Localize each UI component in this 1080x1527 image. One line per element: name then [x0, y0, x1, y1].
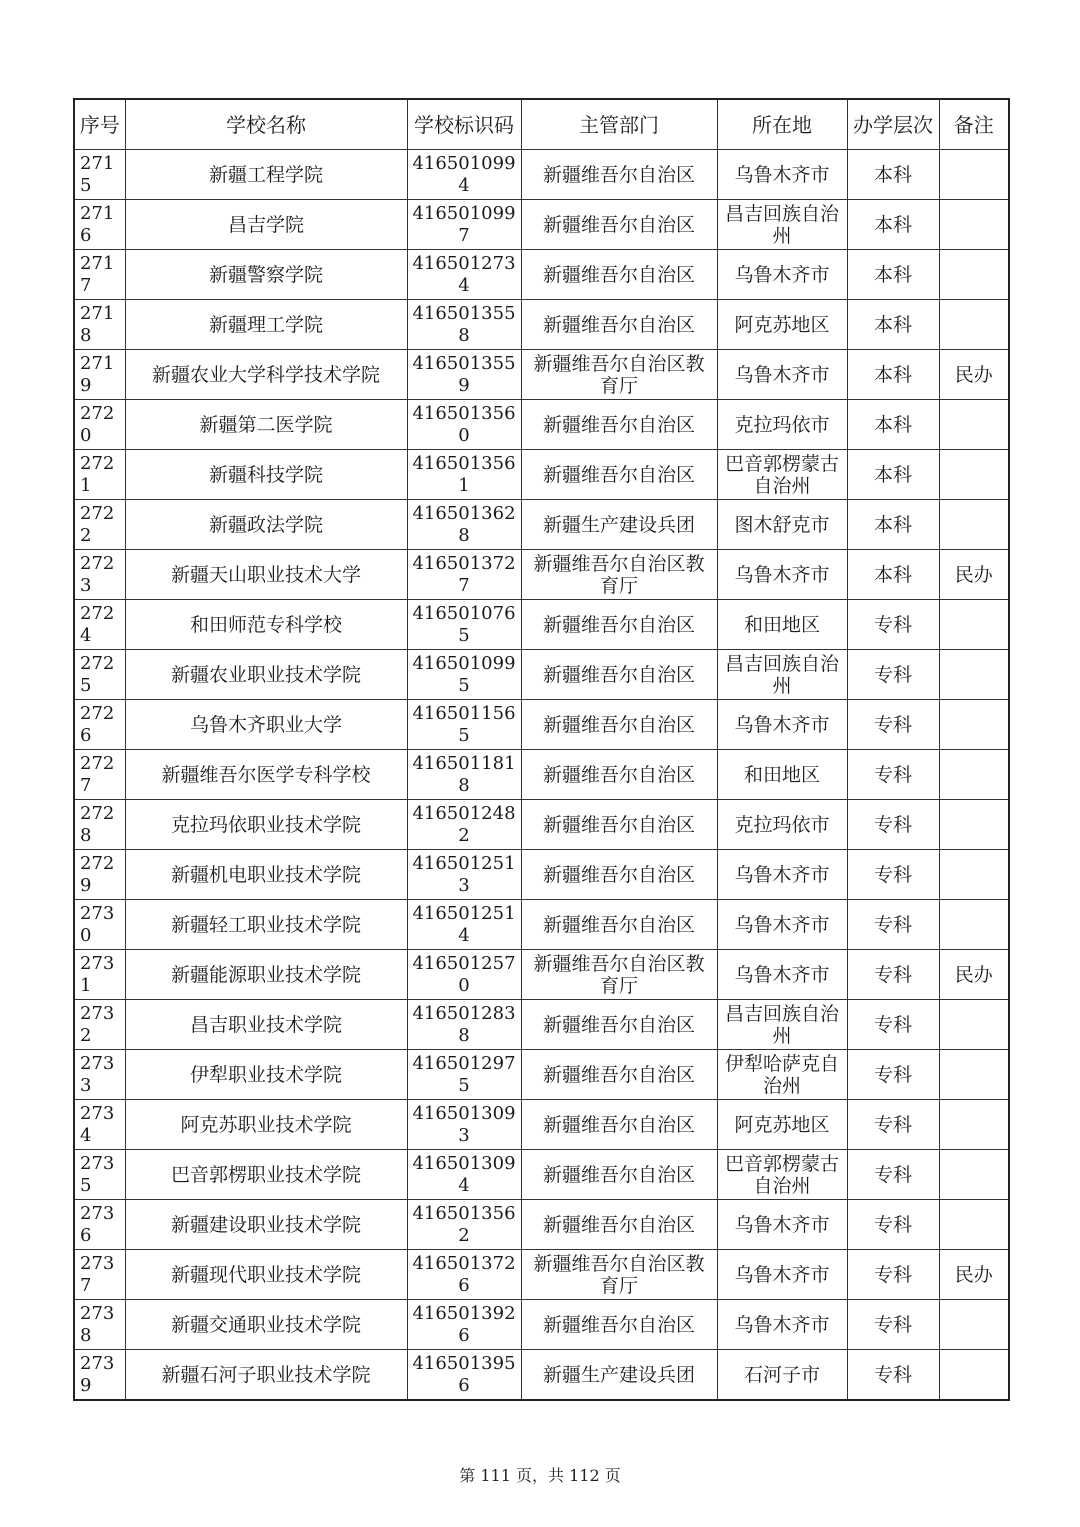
cell-index: 2730: [74, 900, 125, 950]
cell-remarks: [939, 850, 1009, 900]
cell-department: 新疆维吾尔自治区: [521, 1050, 717, 1100]
cell-level: 专科: [847, 1200, 939, 1250]
cell-level: 专科: [847, 1300, 939, 1350]
cell-department: 新疆维吾尔自治区: [521, 850, 717, 900]
cell-location: 乌鲁木齐市: [717, 250, 847, 300]
cell-level: 专科: [847, 650, 939, 700]
cell-school-name: 新疆建设职业技术学院: [125, 1200, 407, 1250]
header-location: 所在地: [717, 99, 847, 150]
header-remarks: 备注: [939, 99, 1009, 150]
cell-remarks: [939, 1200, 1009, 1250]
cell-school-code: 4165013559: [407, 350, 521, 400]
cell-index: 2731: [74, 950, 125, 1000]
schools-table: [73, 98, 1010, 1401]
table-row: [74, 650, 1009, 700]
cell-department: 新疆维吾尔自治区: [521, 1150, 717, 1200]
table-row: [74, 1150, 1009, 1200]
cell-level: 专科: [847, 600, 939, 650]
cell-school-code: 4165012838: [407, 1000, 521, 1050]
cell-index: 2733: [74, 1050, 125, 1100]
cell-remarks: [939, 200, 1009, 250]
cell-department: 新疆维吾尔自治区: [521, 600, 717, 650]
cell-remarks: 民办: [939, 950, 1009, 1000]
cell-school-name: 昌吉学院: [125, 200, 407, 250]
cell-school-code: 4165012482: [407, 800, 521, 850]
cell-department: 新疆维吾尔自治区: [521, 1200, 717, 1250]
cell-location: 昌吉回族自治州: [717, 1000, 847, 1050]
cell-level: 专科: [847, 1150, 939, 1200]
header-department: 主管部门: [521, 99, 717, 150]
cell-remarks: [939, 1150, 1009, 1200]
table-row: [74, 300, 1009, 350]
cell-index: 2739: [74, 1350, 125, 1401]
page-number: 第 111 页，共 112 页: [459, 1466, 621, 1485]
cell-school-code: 4165010994: [407, 150, 521, 200]
cell-location: 阿克苏地区: [717, 300, 847, 350]
cell-school-name: 克拉玛依职业技术学院: [125, 800, 407, 850]
cell-level: 本科: [847, 200, 939, 250]
header-school-name: 学校名称: [125, 99, 407, 150]
cell-index: 2718: [74, 300, 125, 350]
cell-remarks: [939, 1000, 1009, 1050]
cell-index: 2723: [74, 550, 125, 600]
cell-location: 乌鲁木齐市: [717, 1300, 847, 1350]
cell-school-name: 新疆理工学院: [125, 300, 407, 350]
cell-remarks: [939, 800, 1009, 850]
table-row: [74, 150, 1009, 200]
cell-school-name: 阿克苏职业技术学院: [125, 1100, 407, 1150]
cell-department: 新疆维吾尔自治区: [521, 1000, 717, 1050]
cell-location: 乌鲁木齐市: [717, 700, 847, 750]
cell-remarks: [939, 900, 1009, 950]
cell-school-name: 新疆政法学院: [125, 500, 407, 550]
cell-level: 本科: [847, 250, 939, 300]
cell-level: 专科: [847, 750, 939, 800]
cell-school-code: 4165011565: [407, 700, 521, 750]
cell-department: 新疆维吾尔自治区: [521, 250, 717, 300]
cell-remarks: [939, 1300, 1009, 1350]
cell-school-code: 4165013558: [407, 300, 521, 350]
cell-level: 专科: [847, 700, 939, 750]
cell-remarks: 民办: [939, 550, 1009, 600]
table-body: [74, 150, 1009, 1401]
cell-school-name: 新疆维吾尔医学专科学校: [125, 750, 407, 800]
cell-location: 伊犁哈萨克自治州: [717, 1050, 847, 1100]
cell-school-code: 4165013628: [407, 500, 521, 550]
cell-index: 2724: [74, 600, 125, 650]
cell-remarks: 民办: [939, 350, 1009, 400]
cell-index: 2735: [74, 1150, 125, 1200]
cell-index: 2734: [74, 1100, 125, 1150]
cell-location: 乌鲁木齐市: [717, 350, 847, 400]
cell-school-name: 新疆第二医学院: [125, 400, 407, 450]
cell-department: 新疆维吾尔自治区: [521, 1100, 717, 1150]
table-row: [74, 500, 1009, 550]
cell-location: 克拉玛依市: [717, 400, 847, 450]
cell-department: 新疆维吾尔自治区: [521, 400, 717, 450]
cell-location: 克拉玛依市: [717, 800, 847, 850]
cell-school-name: 新疆天山职业技术大学: [125, 550, 407, 600]
cell-index: 2719: [74, 350, 125, 400]
cell-remarks: [939, 1050, 1009, 1100]
table-row: [74, 700, 1009, 750]
cell-school-name: 新疆机电职业技术学院: [125, 850, 407, 900]
cell-index: 2736: [74, 1200, 125, 1250]
cell-school-name: 新疆石河子职业技术学院: [125, 1350, 407, 1401]
table-row: [74, 1300, 1009, 1350]
cell-location: 乌鲁木齐市: [717, 1200, 847, 1250]
table-row: [74, 400, 1009, 450]
cell-school-name: 新疆轻工职业技术学院: [125, 900, 407, 950]
cell-school-code: 4165013093: [407, 1100, 521, 1150]
cell-location: 巴音郭楞蒙古自治州: [717, 450, 847, 500]
table-row: [74, 250, 1009, 300]
cell-department: 新疆生产建设兵团: [521, 1350, 717, 1401]
table-row: [74, 950, 1009, 1000]
cell-level: 专科: [847, 900, 939, 950]
cell-school-code: 4165013956: [407, 1350, 521, 1401]
cell-level: 本科: [847, 400, 939, 450]
cell-school-name: 新疆现代职业技术学院: [125, 1250, 407, 1300]
cell-level: 专科: [847, 850, 939, 900]
cell-index: 2717: [74, 250, 125, 300]
cell-school-code: 4165013094: [407, 1150, 521, 1200]
cell-level: 专科: [847, 1050, 939, 1100]
cell-school-code: 4165012975: [407, 1050, 521, 1100]
cell-remarks: [939, 450, 1009, 500]
cell-location: 乌鲁木齐市: [717, 550, 847, 600]
cell-department: 新疆维吾尔自治区: [521, 300, 717, 350]
cell-school-code: 4165012514: [407, 900, 521, 950]
cell-department: 新疆生产建设兵团: [521, 500, 717, 550]
cell-remarks: [939, 600, 1009, 650]
cell-level: 专科: [847, 950, 939, 1000]
table-row: [74, 350, 1009, 400]
cell-location: 乌鲁木齐市: [717, 1250, 847, 1300]
cell-index: 2737: [74, 1250, 125, 1300]
cell-level: 专科: [847, 1000, 939, 1050]
cell-level: 本科: [847, 500, 939, 550]
cell-school-code: 4165010995: [407, 650, 521, 700]
cell-department: 新疆维吾尔自治区: [521, 650, 717, 700]
cell-index: 2716: [74, 200, 125, 250]
cell-location: 石河子市: [717, 1350, 847, 1401]
cell-index: 2727: [74, 750, 125, 800]
cell-remarks: 民办: [939, 1250, 1009, 1300]
cell-school-name: 新疆工程学院: [125, 150, 407, 200]
table-row: [74, 550, 1009, 600]
table-row: [74, 900, 1009, 950]
cell-school-code: 4165010765: [407, 600, 521, 650]
cell-remarks: [939, 400, 1009, 450]
cell-school-code: 4165011818: [407, 750, 521, 800]
cell-school-name: 新疆交通职业技术学院: [125, 1300, 407, 1350]
cell-index: 2725: [74, 650, 125, 700]
cell-remarks: [939, 650, 1009, 700]
cell-school-code: 4165013926: [407, 1300, 521, 1350]
cell-remarks: [939, 150, 1009, 200]
table-row: [74, 800, 1009, 850]
cell-location: 乌鲁木齐市: [717, 850, 847, 900]
cell-remarks: [939, 250, 1009, 300]
cell-school-code: 4165010997: [407, 200, 521, 250]
cell-location: 阿克苏地区: [717, 1100, 847, 1150]
cell-location: 乌鲁木齐市: [717, 900, 847, 950]
cell-school-name: 乌鲁木齐职业大学: [125, 700, 407, 750]
cell-school-name: 伊犁职业技术学院: [125, 1050, 407, 1100]
header-row: [74, 99, 1009, 150]
table-row: [74, 450, 1009, 500]
cell-remarks: [939, 500, 1009, 550]
cell-index: 2738: [74, 1300, 125, 1350]
cell-department: 新疆维吾尔自治区: [521, 800, 717, 850]
table-row: [74, 1100, 1009, 1150]
cell-school-code: 4165013561: [407, 450, 521, 500]
cell-location: 昌吉回族自治州: [717, 200, 847, 250]
cell-location: 巴音郭楞蒙古自治州: [717, 1150, 847, 1200]
cell-school-name: 昌吉职业技术学院: [125, 1000, 407, 1050]
cell-level: 本科: [847, 300, 939, 350]
cell-level: 本科: [847, 450, 939, 500]
cell-index: 2729: [74, 850, 125, 900]
cell-school-code: 4165013727: [407, 550, 521, 600]
cell-remarks: [939, 750, 1009, 800]
cell-school-name: 新疆能源职业技术学院: [125, 950, 407, 1000]
cell-level: 专科: [847, 1100, 939, 1150]
cell-department: 新疆维吾尔自治区教育厅: [521, 1250, 717, 1300]
cell-department: 新疆维吾尔自治区: [521, 200, 717, 250]
table-row: [74, 750, 1009, 800]
cell-location: 图木舒克市: [717, 500, 847, 550]
cell-level: 专科: [847, 1350, 939, 1401]
cell-level: 本科: [847, 150, 939, 200]
cell-remarks: [939, 700, 1009, 750]
table-header: [74, 99, 1009, 150]
table-row: [74, 1350, 1009, 1401]
header-level: 办学层次: [847, 99, 939, 150]
cell-department: 新疆维吾尔自治区教育厅: [521, 550, 717, 600]
cell-level: 专科: [847, 1250, 939, 1300]
cell-level: 本科: [847, 550, 939, 600]
cell-school-name: 巴音郭楞职业技术学院: [125, 1150, 407, 1200]
cell-remarks: [939, 300, 1009, 350]
cell-index: 2720: [74, 400, 125, 450]
cell-school-code: 4165012734: [407, 250, 521, 300]
cell-school-code: 4165012570: [407, 950, 521, 1000]
cell-school-name: 和田师范专科学校: [125, 600, 407, 650]
cell-school-code: 4165013726: [407, 1250, 521, 1300]
cell-school-name: 新疆农业职业技术学院: [125, 650, 407, 700]
cell-index: 2732: [74, 1000, 125, 1050]
cell-department: 新疆维吾尔自治区: [521, 450, 717, 500]
table-row: [74, 1000, 1009, 1050]
cell-index: 2726: [74, 700, 125, 750]
cell-index: 2721: [74, 450, 125, 500]
cell-department: 新疆维吾尔自治区: [521, 150, 717, 200]
cell-index: 2728: [74, 800, 125, 850]
table-row: [74, 1200, 1009, 1250]
cell-department: 新疆维吾尔自治区教育厅: [521, 950, 717, 1000]
cell-remarks: [939, 1350, 1009, 1401]
cell-department: 新疆维吾尔自治区: [521, 1300, 717, 1350]
table-row: [74, 1050, 1009, 1100]
cell-location: 和田地区: [717, 600, 847, 650]
cell-department: 新疆维吾尔自治区: [521, 700, 717, 750]
cell-location: 乌鲁木齐市: [717, 150, 847, 200]
header-index: 序号: [74, 99, 125, 150]
table-row: [74, 850, 1009, 900]
cell-school-code: 4165013560: [407, 400, 521, 450]
cell-index: 2722: [74, 500, 125, 550]
cell-school-name: 新疆农业大学科学技术学院: [125, 350, 407, 400]
cell-location: 和田地区: [717, 750, 847, 800]
cell-school-name: 新疆警察学院: [125, 250, 407, 300]
cell-index: 2715: [74, 150, 125, 200]
table-row: [74, 600, 1009, 650]
cell-school-code: 4165012513: [407, 850, 521, 900]
table-row: [74, 200, 1009, 250]
cell-department: 新疆维吾尔自治区: [521, 750, 717, 800]
cell-department: 新疆维吾尔自治区教育厅: [521, 350, 717, 400]
header-school-code: 学校标识码: [407, 99, 521, 150]
cell-school-code: 4165013562: [407, 1200, 521, 1250]
cell-level: 本科: [847, 350, 939, 400]
cell-level: 专科: [847, 800, 939, 850]
cell-location: 乌鲁木齐市: [717, 950, 847, 1000]
cell-location: 昌吉回族自治州: [717, 650, 847, 700]
cell-remarks: [939, 1100, 1009, 1150]
table-row: [74, 1250, 1009, 1300]
cell-department: 新疆维吾尔自治区: [521, 900, 717, 950]
cell-school-name: 新疆科技学院: [125, 450, 407, 500]
